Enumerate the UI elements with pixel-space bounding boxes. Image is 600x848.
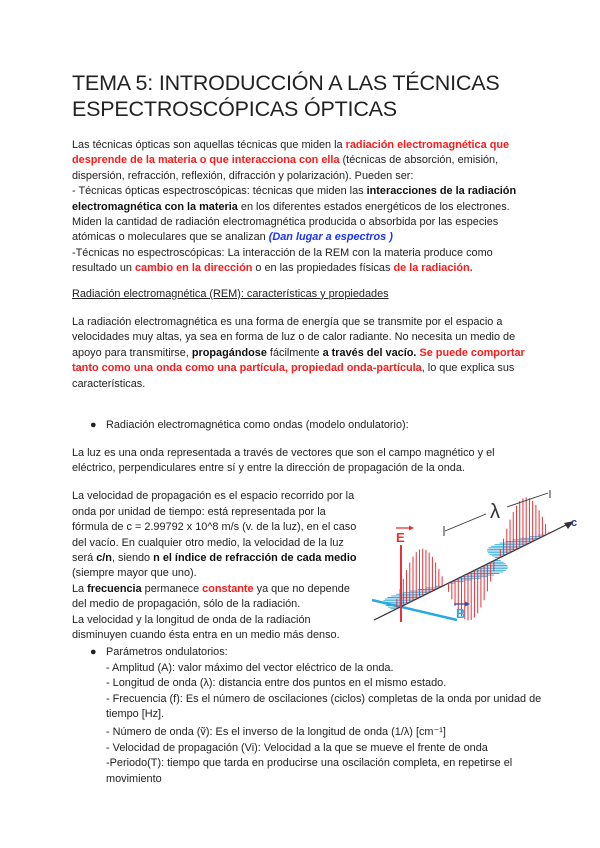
velocity-paragraph-run: n el índice de refracción de cada medio: [153, 551, 357, 564]
rem-paragraph-run: La radiación electromagnética es una forma de energía que se transmite por el espacio a velocidades muy altas, ya sea en forma de luz o de calor radiante. No necesita un medio de apoyo para transmitirse,: [72, 316, 516, 359]
velocity-paragraph-run: , siendo: [111, 551, 154, 564]
velocity-paragraph-run: constante: [202, 582, 254, 595]
bullet-icon: ●: [90, 419, 97, 432]
intro-run: Las técnicas ópticas son aquellas técnicas que miden la: [72, 139, 346, 151]
param-velocity: - Velocidad de propagación (Vi): Velocidad a la que se mueve el frente de onda: [106, 741, 488, 754]
label-c: c: [571, 517, 578, 530]
section-heading: Radiación electromagnética (REM): características y propiedades: [72, 287, 389, 300]
title-line-2: ESPECTROSCÓPICAS ÓPTICAS: [72, 97, 397, 121]
param-period: -Periodo(T): tiempo que tarda en producirse una oscilación completa, en repetirse el movimiento: [106, 757, 513, 785]
intro-run: (técnicas de absorción, emisión, dispersión, refracción, reflexión, difracción y polarización). Pueden ser:: [72, 154, 499, 182]
rem-paragraph-run: propagándose: [191, 346, 267, 359]
intro-run: cambio en la dirección: [134, 262, 253, 275]
param-wavelength: - Longitud de onda (λ): distancia entre dos puntos en el mismo estado.: [106, 677, 447, 690]
lambda-arrow-right: [507, 493, 548, 507]
velocity-paragraph-run: permanece: [141, 582, 203, 595]
intro-run: en los diferentes estados energéticos de los electrones. Miden la cantidad de radiación electromagnética producida o absorbida por las especies atómicas o moleculares que se analizan: [72, 200, 510, 244]
velocity-section: [72, 489, 592, 643]
param-wavenumber: - Número de onda (ṽ): Es el inverso de la longitud de onda (1/λ) [cm⁻¹]: [106, 726, 446, 739]
magnetic-field-vectors: [383, 534, 549, 611]
velocity-paragraph-run: La: [72, 582, 88, 595]
page-title: [72, 70, 552, 122]
param-amplitude: - Amplitud (A): valor máximo del vector eléctrico de la onda.: [106, 661, 394, 674]
params-list: [106, 661, 546, 787]
velocity-paragraph-run: frecuencia: [87, 582, 142, 595]
intro-run: - Técnicas ópticas espectroscópicas: técnicas que miden las: [72, 185, 367, 198]
bullet-waves: [90, 418, 540, 433]
lambda-arrow-left: [445, 514, 486, 531]
intro-run: de la radiación.: [393, 262, 473, 275]
bullet-icon: ●: [90, 646, 97, 659]
title-line-1: TEMA 5: INTRODUCCIÓN A LAS TÉCNICAS: [72, 71, 500, 95]
label-lambda: λ: [490, 501, 500, 524]
light-paragraph: [72, 446, 534, 477]
bullet-waves-text: Radiación electromagnética como ondas (modelo ondulatorio):: [106, 419, 409, 432]
intro-run: (Dan lugar a espectros ): [268, 231, 393, 244]
rem-paragraph-run: , lo que explica sus características.: [72, 362, 515, 390]
rem-paragraph-run: Se puede comportar tanto como una onda como una partícula, propiedad onda-partícula: [72, 346, 525, 375]
velocity-paragraph-run: La velocidad de propagación es el espacio recorrido por la onda por unidad de tiempo: está representada por la fórmula de c = 2.99792 x 10^8 m/s (v. de la luz), en el caso del vacío. En cualquier otro medio, la velocidad de la luz será: [72, 490, 357, 564]
intro-paragraph: [72, 138, 534, 277]
label-e: E: [396, 530, 405, 546]
bullet-params-text: Parámetros ondulatorios:: [106, 646, 228, 659]
velocity-paragraph: [72, 489, 364, 643]
label-b: B: [456, 606, 466, 622]
em-wave-diagram: [362, 490, 588, 624]
intro-run: radiación electromagnética que desprende de la materia o que interacciona con ella: [72, 139, 510, 167]
velocity-paragraph-run: c/n: [96, 551, 112, 564]
rem-paragraph-run: fácilmente: [266, 346, 323, 359]
velocity-paragraph-run: La velocidad y la longitud de onda de la radiación disminuyen cuando ésta entra en un medio más denso.: [72, 613, 340, 641]
intro-run: -Técnicas no espectroscópicas: La interacción de la REM con la materia produce como resultado un: [72, 246, 493, 275]
rem-paragraph-run: a través del vacío.: [322, 346, 417, 359]
light-paragraph-run: La luz es una onda representada a través de vectores que son el campo magnético y el eléctrico, perpendiculares entre sí y entre la dirección de propagación de la onda.: [72, 446, 495, 474]
intro-run: o en las propiedades físicas: [252, 262, 394, 275]
bullet-params: [90, 645, 540, 660]
b-plane-line: [372, 600, 457, 620]
intro-run: interacciones de la radiación electromagnética con la materia: [72, 185, 517, 213]
velocity-paragraph-run: ya que no depende del medio de propagación, sólo de la radiación.: [72, 582, 350, 611]
electric-field-vectors: [394, 498, 549, 621]
velocity-paragraph-run: (siempre mayor que uno).: [72, 567, 197, 580]
param-frequency: - Frecuencia (f): Es el número de oscilaciones (ciclos) completas de la onda por unidad de tiempo [Hz].: [106, 692, 542, 720]
rem-paragraph: [72, 315, 534, 392]
